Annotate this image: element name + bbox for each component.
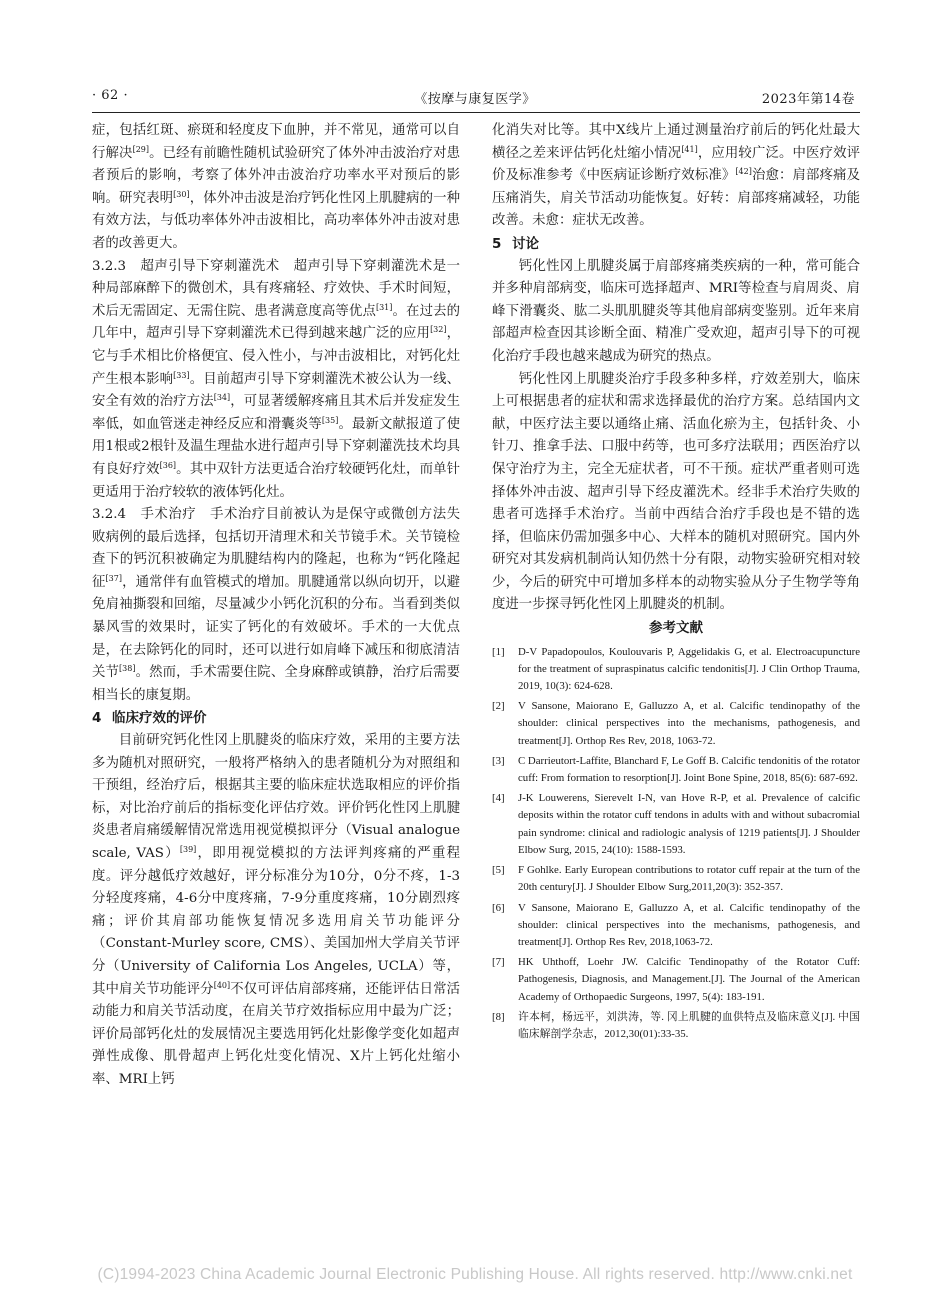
left-column bbox=[92, 120, 460, 1092]
section-heading-4: 4 临床疗效的评价 bbox=[92, 710, 207, 727]
reference-item: [1] D-V Papadopoulos, Koulouvaris P, Aggelidakis G, et al. Electroacupuncture for the treatment of supraspinatus calcific tendonitis[J]. J Clin Orthop Trauma, 2019, 10(3): 624-628. bbox=[492, 645, 860, 693]
journal-title: 《按摩与康复医学》 bbox=[414, 92, 536, 107]
subsection-3-2-3: 3.2.3 超声引导下穿刺灌洗术 超声引导下穿刺灌洗术是一种局部麻醉下的微创术，具有疼痛轻、疗效快、手术时间短，术后无需固定、无需住院、患者满意度高等优点[31]。在过去的几年中，超声引导下穿刺灌洗术已得到越来越广泛的应用[32]，它与手术相比价格便宜、侵入性小，与冲击波相比，对钙化灶产生根本影响[33]。目前超声引导下穿刺灌洗术被公认为一线、安全有效的治疗方法[34]，可显著缓解疼痛且其术后并发症发生率低，如血管迷走神经反应和滑囊炎等[35]。最新文献报道了使用1根或2根针及温生理盐水进行超声引导下穿刺灌洗技术均具有良好疗效[36]。其中双针方法更适合治疗较硬钙化灶，而单针更适用于治疗较软的液体钙化灶。 bbox=[92, 258, 461, 500]
right-column bbox=[492, 120, 860, 1046]
reference-item: [2] V Sansone, Maiorano E, Galluzzo A, et al. Calcific tendinopathy of the shoulder: clinical perspectives into the mechanisms, pathogenesis, and treatment[J]. Orthop Res Rev, 2018, 1063-72. bbox=[492, 700, 860, 747]
paragraph: 化消失对比等。其中X线片上通过测量治疗前后的钙化灶最大横径之差来评估钙化灶缩小情况[41]，应用较广泛。中医疗效评价及标准参考《中医病证诊断疗效标准》[42]治愈：肩部疼痛及压痛消失，肩关节活动功能恢复。好转：肩部疼痛减轻，功能改善。未愈：症状无改善。 bbox=[492, 123, 861, 229]
reference-list bbox=[492, 644, 860, 1043]
header-rule bbox=[92, 112, 860, 113]
issue-label: 2023年第14卷 bbox=[761, 92, 855, 107]
references-heading: 参考文献 bbox=[649, 620, 703, 637]
subsection-heading: 3.2.3 超声引导下穿刺灌洗术 bbox=[92, 258, 280, 274]
paragraph: 目前研究钙化性冈上肌腱炎的临床疗效，采用的主要方法多为随机对照研究，一般将严格纳入的患者随机分为对照组和干预组，经治疗后，根据其主要的临床症状选取相应的评价指标，对比治疗前后的指标变化评估疗效。评价钙化性冈上肌腱炎患者肩痛缓解情况常选用视觉模拟评分（Visual analogue scale, VAS）[39]，即用视觉模拟的方法评判疼痛的严重程度。评分越低疗效越好，评分标准分为10分，0分不疼，1-3分轻度疼痛，4-6分中度疼痛，7-9分重度疼痛，10分剧烈疼痛；评价其肩部功能恢复情况多选用肩关节功能评分（Constant-Murley score, CMS）、美国加州大学肩关节评分（University of California Los Angeles, UCLA）等，其中肩关节功能评分[40]不仅可评估肩部疼痛，还能评估日常活动能力和肩关节活动度，在肩关节疗效指标应用中最为广泛；评价局部钙化灶的发展情况主要选用钙化灶影像学变化如超声弹性成像、肌骨超声上钙化灶变化情况、X片上钙化灶缩小率、MRI上钙 bbox=[92, 733, 461, 1087]
paragraph: 症，包括红斑、瘀斑和轻度皮下血肿，并不常见，通常可以自行解决[29]。已经有前瞻性随机试验研究了体外冲击波治疗对患者预后的影响，考察了体外冲击波治疗功率水平对预后的影响。研究表明[30]，体外冲击波是治疗钙化性冈上肌腱病的一种有效方法，与低功率体外冲击波相比，高功率体外冲击波对患者的改善更大。 bbox=[92, 123, 461, 251]
reference-item: [3] C Darrieutort-Laffite, Blanchard F, Le Goff B. Calcific tendonitis of the rotator cuff: From formation to resorption[J]. Joint Bone Spine, 2018, 85(6): 687-692. bbox=[492, 754, 860, 785]
paragraph: 钙化性冈上肌腱炎属于肩部疼痛类疾病的一种，常可能合并多种肩部病变，临床可选择超声、MRI等检查与肩周炎、肩峰下滑囊炎、肱二头肌肌腱炎等其他肩部病变鉴别。近年来肩部超声检查因其诊断全面、精准广受欢迎，超声引导下的可视化治疗手段也越来越成为研究的热点。 bbox=[492, 258, 860, 364]
reference-item: [7] HK Uhthoff, Loehr JW. Calcific Tendinopathy of the Rotator Cuff: Pathogenesis, Diagnosis, and Management.[J]. The Journal of the American Academy of Orthopaedic Surgeons, 1997, 5(4): 183-191. bbox=[492, 956, 860, 1003]
reference-item: [5] F Gohlke. Early European contributions to rotator cuff repair at the turn of the 20th century[J]. J Shoulder Elbow Surg,2011,20(3): 352-357. bbox=[492, 864, 860, 894]
reference-item: [6] V Sansone, Maiorano E, Galluzzo A, et al. Calcific tendinopathy of the shoulder: clinical perspectives into the mechanisms, pathogenesis, and treatment[J]. Orthop Res Rev, 2018,1063-72. bbox=[492, 901, 860, 948]
copyright-footer: (C)1994-2023 China Academic Journal Electronic Publishing House. All rights reserved. http://www.cnki.net bbox=[97, 1266, 853, 1283]
reference-item: [4] J-K Louwerens, Sierevelt I-N, van Hove R-P, et al. Prevalence of calcific deposits within the rotator cuff tendons in adults with and without subacromial pain syndrome: clinical and radiologic analysis of 1219 patients[J]. J Shoulder Elbow Surg, 2015, 24(10): 1588-1593. bbox=[492, 792, 860, 856]
subsection-3-2-4: 3.2.4 手术治疗 手术治疗目前被认为是保守或微创方法失败病例的最后选择，包括切开清理术和关节镜手术。关节镜检查下的钙沉积被确定为肌腱结构内的隆起，也称为“钙化隆起征[37]，通常伴有血管模式的增加。肌腱通常以纵向切开，以避免肩袖撕裂和回缩，尽量减少小钙化沉积的分布。当看到类似暴风雪的效果时，证实了钙化的有效破坏。手术的一大优点是，在去除钙化的同时，还可以进行如肩峰下减压和彻底清洁关节[38]。然而，手术需要住院、全身麻醉或镇静，治疗后需要相当长的康复期。 bbox=[92, 507, 461, 703]
subsection-heading: 3.2.4 手术治疗 bbox=[92, 507, 197, 523]
page-number: · 62 · bbox=[92, 88, 129, 103]
section-heading-5: 5 讨论 bbox=[492, 235, 539, 252]
paragraph: 钙化性冈上肌腱炎治疗手段多种多样，疗效差别大，临床上可根据患者的症状和需求选择最优的治疗方案。总结国内文献，中医疗法主要以通络止痛、活血化瘀为主，包括针灸、小针刀、推拿手法、口服中药等，也可多疗法联用；西医治疗以保守治疗为主，完全无症状者，可不干预。症状严重者则可选择体外冲击波、超声引导下经皮灌洗术。经非手术治疗失败的患者可选择手术治疗。当前中西结合治疗手段也是不错的选择，但临床仍需加强多中心、大样本的随机对照研究。国内外研究对其发病机制尚认知仍然十分有限，动物实验研究相对较少，今后的研究中可增加多样本的动物实验从分子生物学等角度进一步探寻钙化性冈上肌腱炎的机制。 bbox=[492, 371, 860, 613]
reference-item: [8] 许本柯，杨远平，刘洪涛，等. 冈上肌腱的血供特点及临床意义[J]. 中国临床解剖学杂志，2012,30(01):33-35. bbox=[492, 1010, 860, 1040]
